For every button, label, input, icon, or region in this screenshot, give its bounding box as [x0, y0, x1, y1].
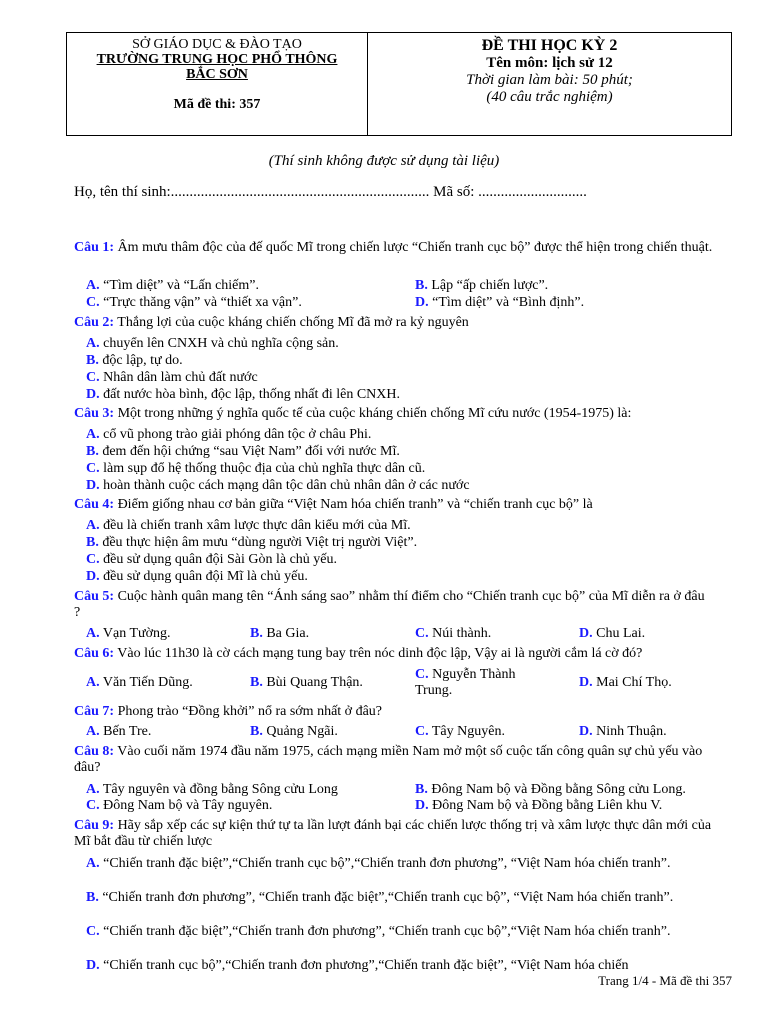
- q4-option-d: [86, 569, 308, 585]
- option-label: C.: [86, 295, 100, 310]
- q5-option-a: [86, 626, 171, 642]
- option-text: Tây nguyên và đồng bằng Sông cửu Long: [99, 782, 338, 797]
- option-text: Bùi Quang Thận.: [262, 675, 363, 690]
- exam-info: [368, 33, 731, 135]
- option-text: Văn Tiến Dũng.: [99, 675, 193, 690]
- dept-name: SỞ GIÁO DỤC & ĐÀO TẠO: [132, 37, 302, 52]
- q6-option-d: [579, 675, 672, 691]
- q5-option-d: [579, 626, 645, 642]
- option-text: Tây Nguyên.: [428, 724, 505, 739]
- q4-option-a: [86, 518, 411, 534]
- question-text: Hãy sắp xếp các sự kiện thứ tự ta lần lượt đánh bại các chiến lược thống trị và xâm lược thực dân mới của Mĩ bắt đầu từ chiến lược: [74, 818, 712, 849]
- question-number: Câu 1:: [74, 240, 115, 255]
- option-text: Đông Nam bộ và Tây nguyên.: [99, 798, 273, 813]
- question-text: Vào cuối năm 1974 đầu năm 1975, cách mạng miền Nam mở một số cuộc tấn công quân sự chủ yếu vào đâu?: [74, 744, 703, 775]
- q7-option-b: [250, 724, 338, 740]
- q1-option-a: [86, 278, 259, 294]
- option-text: Bến Tre.: [99, 724, 152, 739]
- option-text: “Trực thăng vận” và “thiết xa vận”.: [99, 295, 302, 310]
- option-text: đều thực hiện âm mưu “dùng người Việt trị người Việt”.: [98, 535, 418, 550]
- option-text: Mai Chí Thọ.: [592, 675, 672, 690]
- option-label: C.: [86, 798, 100, 813]
- option-text: Đông Nam bộ và Đồng bằng Liên khu V.: [428, 798, 663, 813]
- question-number: Câu 6:: [74, 646, 115, 661]
- q9-option-b: [86, 890, 696, 906]
- q2-option-c: [86, 370, 258, 386]
- q6-option-a: [86, 675, 193, 691]
- option-text: “Chiến tranh đặc biệt”,“Chiến tranh cục bộ”,“Chiến tranh đơn phương”, “Việt Nam hóa chiến tranh”.: [99, 856, 671, 871]
- option-text: cổ vũ phong trào giải phóng dân tộc ở châu Phi.: [99, 427, 372, 442]
- q1-option-d: [415, 295, 584, 311]
- option-text: Chu Lai.: [592, 626, 646, 641]
- q7-option-d: [579, 724, 667, 740]
- question-9: [74, 818, 714, 850]
- question-6: [74, 646, 714, 662]
- q8-option-b: [415, 782, 686, 798]
- option-text: chuyển lên CNXH và chủ nghĩa cộng sản.: [99, 336, 339, 351]
- option-text: Nguyễn Thành Trung.: [415, 667, 516, 698]
- option-label: D.: [579, 675, 593, 690]
- exam-time: Thời gian làm bài: 50 phút;: [466, 72, 633, 88]
- option-text: đất nước hòa bình, độc lập, thống nhất đi lên CNXH.: [99, 387, 401, 402]
- option-label: C.: [415, 626, 429, 641]
- question-text: Điểm giống nhau cơ bản giữa “Việt Nam hóa chiến tranh” và “chiến tranh cục bộ” là: [114, 497, 593, 512]
- question-text: Thắng lợi của cuộc kháng chiến chống Mĩ đã mở ra kỷ nguyên: [114, 315, 469, 330]
- q6-option-b: [250, 675, 363, 691]
- question-4: [74, 497, 714, 513]
- q2-option-d: [86, 387, 400, 403]
- question-number: Câu 2:: [74, 315, 115, 330]
- school-name-line1: TRƯỜNG TRUNG HỌC PHỔ THÔNG: [96, 52, 338, 67]
- question-number: Câu 4:: [74, 497, 115, 512]
- q3-option-b: [86, 444, 400, 460]
- option-text: Ba Gia.: [262, 626, 310, 641]
- q1-option-b: [415, 278, 548, 294]
- q3-option-d: [86, 478, 470, 494]
- q2-option-a: [86, 336, 339, 352]
- option-text: Lập “ấp chiến lược”.: [427, 278, 549, 293]
- option-text: “Chiến tranh đơn phương”, “Chiến tranh đặc biệt”,“Chiến tranh cục bộ”, “Việt Nam hóa chiến tranh”.: [98, 890, 674, 905]
- question-3: [74, 406, 714, 422]
- option-label: D.: [86, 478, 100, 493]
- question-text: Cuộc hành quân mang tên “Ánh sáng sao” nhằm thí điểm cho “Chiến tranh cục bộ” của Mĩ diễn ra ở đâu ?: [74, 589, 705, 620]
- question-number: Câu 9:: [74, 818, 115, 833]
- option-label: A.: [86, 336, 100, 351]
- option-label: D.: [415, 798, 429, 813]
- option-label: D.: [86, 569, 100, 584]
- option-text: “Tìm diệt” và “Bình định”.: [428, 295, 585, 310]
- option-label: D.: [86, 958, 100, 973]
- option-label: C.: [86, 461, 100, 476]
- q9-option-a: [86, 856, 696, 872]
- option-text: Đông Nam bộ và Đồng bằng Sông cửu Long.: [427, 782, 686, 797]
- q2-option-b: [86, 353, 183, 369]
- q6-option-c: [415, 667, 540, 699]
- option-label: A.: [86, 856, 100, 871]
- q8-option-d: [415, 798, 662, 814]
- school-info: [67, 33, 368, 135]
- exam-title: ĐỀ THI HỌC KỲ 2: [481, 37, 618, 54]
- option-label: A.: [86, 278, 100, 293]
- q1-option-c: [86, 295, 302, 311]
- question-number: Câu 3:: [74, 406, 115, 421]
- option-label: A.: [86, 518, 100, 533]
- option-text: Quảng Ngãi.: [262, 724, 338, 739]
- q7-option-a: [86, 724, 151, 740]
- option-text: “Tìm diệt” và “Lấn chiếm”.: [99, 278, 259, 293]
- option-text: Ninh Thuận.: [592, 724, 667, 739]
- q3-option-c: [86, 461, 425, 477]
- option-label: B.: [250, 675, 263, 690]
- option-label: D.: [415, 295, 429, 310]
- option-text: làm sụp đổ hệ thống thuộc địa của chủ nghĩa thực dân cũ.: [99, 461, 426, 476]
- question-text: Vào lúc 11h30 là cờ cách mạng tung bay trên nóc dinh độc lập, Vậy ai là người cắm lá cờ đó?: [114, 646, 643, 661]
- q9-option-d: [86, 958, 696, 974]
- q4-option-c: [86, 552, 337, 568]
- option-text: “Chiến tranh cục bộ”,“Chiến tranh đơn phương”,“Chiến tranh đặc biệt”, “Việt Nam hóa chiến: [99, 958, 629, 973]
- exam-header: [66, 32, 732, 136]
- option-text: Núi thành.: [428, 626, 492, 641]
- option-label: A.: [86, 782, 100, 797]
- option-label: A.: [86, 724, 100, 739]
- option-label: D.: [86, 387, 100, 402]
- question-text: Một trong những ý nghĩa quốc tế của cuộc kháng chiến chống Mĩ cứu nước (1954-1975) là:: [114, 406, 632, 421]
- option-label: B.: [415, 278, 428, 293]
- option-text: hoàn thành cuộc cách mạng dân tộc dân chủ nhân dân ở các nước: [99, 478, 470, 493]
- option-label: B.: [250, 724, 263, 739]
- option-label: C.: [86, 370, 100, 385]
- option-label: B.: [86, 353, 99, 368]
- option-label: B.: [86, 890, 99, 905]
- option-label: C.: [415, 667, 429, 682]
- question-number: Câu 7:: [74, 704, 115, 719]
- exam-code: Mã đề thi: 357: [173, 97, 261, 112]
- option-label: A.: [86, 626, 100, 641]
- option-label: B.: [86, 444, 99, 459]
- exam-subject: Tên môn: lịch sử 12: [486, 55, 613, 71]
- q5-option-b: [250, 626, 309, 642]
- option-label: B.: [415, 782, 428, 797]
- option-text: đều sử dụng quân đội Mĩ là chủ yếu.: [99, 569, 308, 584]
- q7-option-c: [415, 724, 505, 740]
- q8-option-a: [86, 782, 338, 798]
- option-text: đều là chiến tranh xâm lược thực dân kiểu mới của Mĩ.: [99, 518, 411, 533]
- option-text: Vạn Tường.: [99, 626, 171, 641]
- option-text: đem đến hội chứng “sau Việt Nam” đối với nước Mĩ.: [98, 444, 400, 459]
- question-2: [74, 315, 714, 331]
- exam-note: (Thí sinh không được sử dụng tài liệu): [268, 153, 500, 169]
- candidate-name-line: Họ, tên thí sinh:..................................................................... Mã số: .............................: [74, 184, 587, 200]
- question-number: Câu 5:: [74, 589, 115, 604]
- option-text: độc lập, tự do.: [98, 353, 183, 368]
- option-label: C.: [86, 924, 100, 939]
- option-label: C.: [415, 724, 429, 739]
- option-label: D.: [579, 724, 593, 739]
- q4-option-b: [86, 535, 417, 551]
- q8-option-c: [86, 798, 272, 814]
- option-label: A.: [86, 675, 100, 690]
- question-7: [74, 704, 714, 720]
- question-1: [74, 240, 714, 256]
- option-text: Nhân dân làm chủ đất nước: [99, 370, 258, 385]
- option-label: B.: [86, 535, 99, 550]
- school-name-line2: BẮC SƠN: [186, 67, 248, 82]
- question-number: Câu 8:: [74, 744, 115, 759]
- q5-option-c: [415, 626, 491, 642]
- option-label: B.: [250, 626, 263, 641]
- question-text: Phong trào “Đồng khởi” nổ ra sớm nhất ở đâu?: [114, 704, 382, 719]
- option-text: đều sử dụng quân đội Sài Gòn là chủ yếu.: [99, 552, 338, 567]
- question-count: (40 câu trắc nghiệm): [486, 89, 613, 105]
- question-5: [74, 589, 714, 621]
- option-text: “Chiến tranh đặc biệt”,“Chiến tranh đơn phương”, “Chiến tranh cục bộ”,“Việt Nam hóa chiến tranh”.: [99, 924, 671, 939]
- option-label: D.: [579, 626, 593, 641]
- option-label: A.: [86, 427, 100, 442]
- option-label: C.: [86, 552, 100, 567]
- q3-option-a: [86, 427, 371, 443]
- q9-option-c: [86, 924, 696, 940]
- question-text: Âm mưu thâm độc của đế quốc Mĩ trong chiến lược “Chiến tranh cục bộ” được thể hiện trong chiến thuật.: [114, 240, 713, 255]
- question-8: [74, 744, 714, 776]
- page-footer: Trang 1/4 - Mã đề thi 357: [598, 973, 732, 988]
